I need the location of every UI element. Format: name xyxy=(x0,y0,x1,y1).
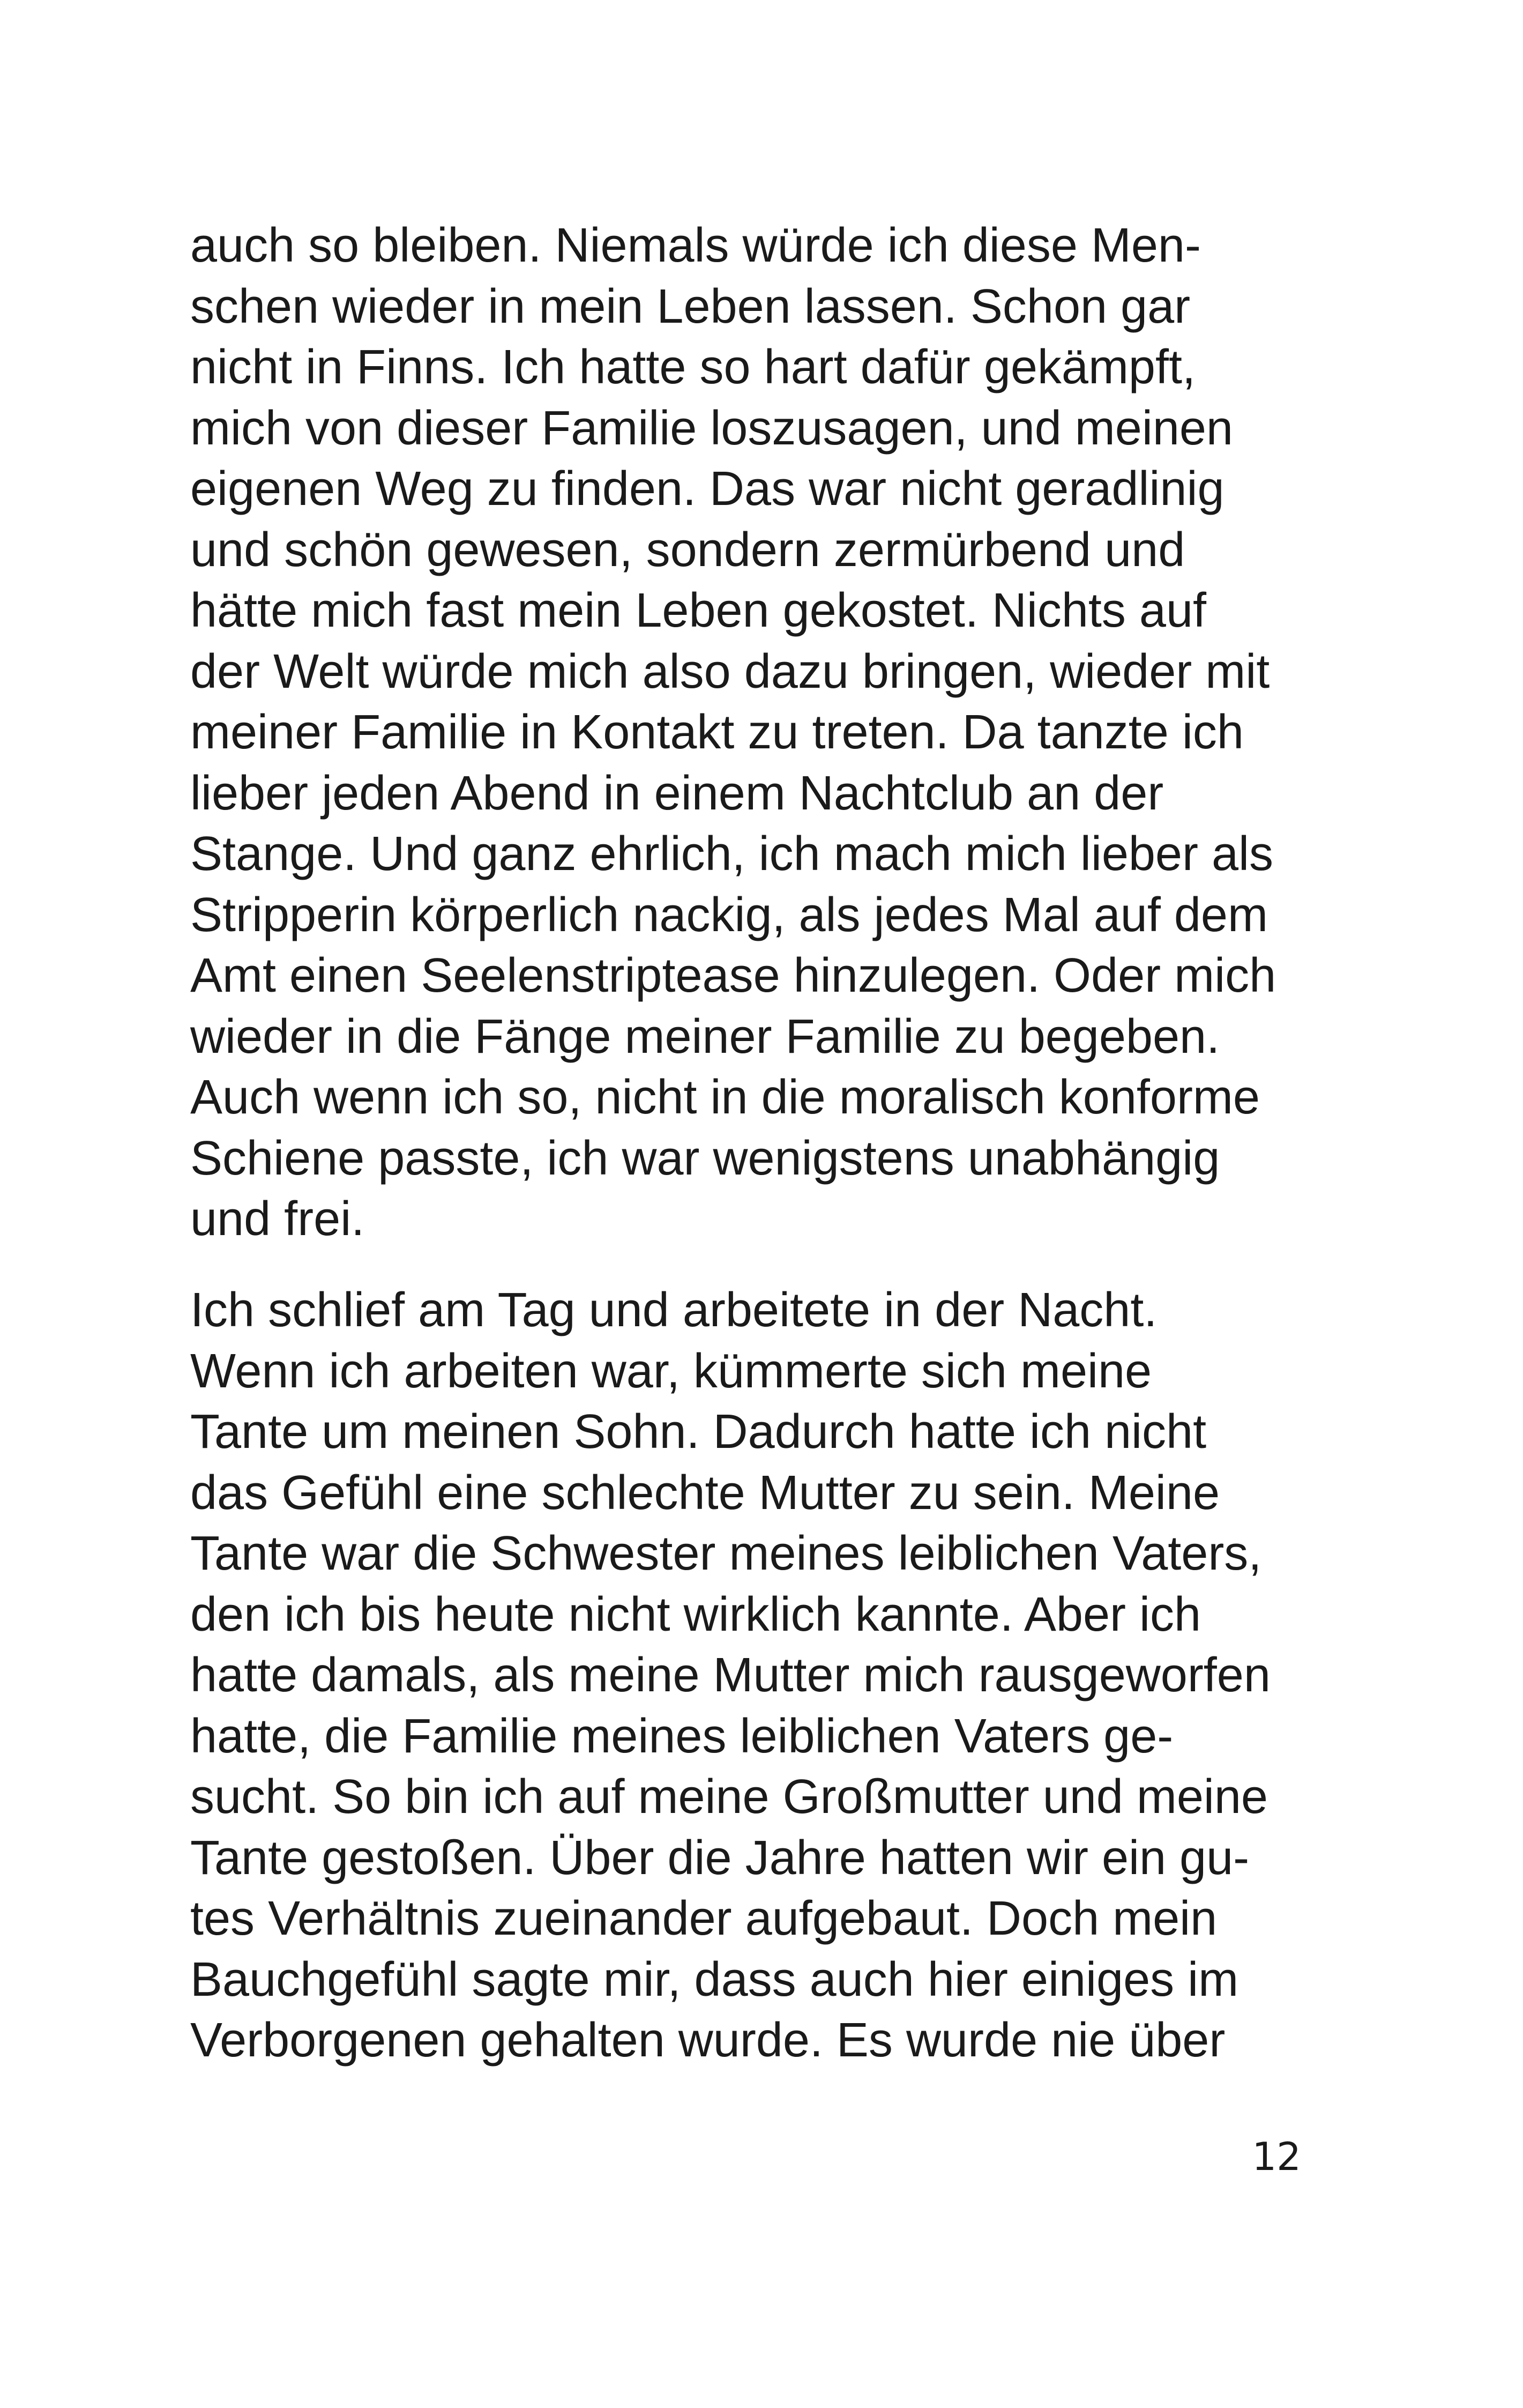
paragraph-2 xyxy=(190,1280,1326,2071)
text-line: schen wieder in mein Leben lassen. Schon gar xyxy=(190,279,1191,333)
text-line: der Welt würde mich also dazu bringen, wieder mit xyxy=(190,644,1270,698)
text-line: wieder in die Fänge meiner Familie zu begeben. xyxy=(190,1009,1220,1064)
text-line: den ich bis heute nicht wirklich kannte. Aber ich xyxy=(190,1587,1201,1641)
text-line: lieber jeden Abend in einem Nachtclub an der xyxy=(190,766,1164,820)
text-line: Amt einen Seelenstriptease hinzulegen. Oder mich xyxy=(190,949,1276,1002)
text-line: sucht. So bin ich auf meine Großmutter und meine xyxy=(190,1770,1268,1824)
text-line: und frei. xyxy=(190,1192,365,1246)
text-line: das Gefühl eine schlechte Mutter zu sein. Meine xyxy=(190,1466,1220,1520)
text-line: Wenn ich arbeiten war, kümmerte sich meine xyxy=(190,1344,1152,1398)
text-line: und schön gewesen, sondern zermürbend und xyxy=(190,523,1185,577)
text-line: Tante um meinen Sohn. Dadurch hatte ich nicht xyxy=(190,1405,1207,1459)
text-line: Stripperin körperlich nackig, als jedes Mal auf dem xyxy=(190,888,1268,942)
text-line: hätte mich fast mein Leben gekostet. Nichts auf xyxy=(190,584,1207,637)
text-line: Schiene passte, ich war wenigstens unabhängig xyxy=(190,1131,1220,1185)
text-line: auch so bleiben. Niemals würde ich diese Men- xyxy=(190,219,1201,272)
text-line: Auch wenn ich so, nicht in die moralisch konforme xyxy=(190,1071,1260,1124)
text-line: hatte damals, als meine Mutter mich rausgeworfen xyxy=(190,1648,1271,1702)
text-line: Verborgenen gehalten wurde. Es wurde nie über xyxy=(190,2013,1226,2067)
text-line: hatte, die Familie meines leiblichen Vaters ge- xyxy=(190,1709,1174,1763)
text-line: tes Verhältnis zueinander aufgebaut. Doch mein xyxy=(190,1892,1218,1945)
text-line: eigenen Weg zu finden. Das war nicht geradlinig xyxy=(190,462,1225,516)
text-line: Tante gestoßen. Über die Jahre hatten wir ein gu- xyxy=(190,1831,1250,1885)
text-line: Ich schlief am Tag und arbeitete in der Nacht. xyxy=(190,1283,1158,1337)
text-line: meiner Familie in Kontakt zu treten. Da tanzte ich xyxy=(190,705,1244,759)
text-line: Tante war die Schwester meines leiblichen Vaters, xyxy=(190,1527,1262,1580)
text-line: mich von dieser Familie loszusagen, und meinen xyxy=(190,401,1233,455)
paragraph-1 xyxy=(190,215,1326,1250)
text-line: Bauchgefühl sagte mir, dass auch hier einiges im xyxy=(190,1952,1239,2006)
text-line: Stange. Und ganz ehrlich, ich mach mich lieber als xyxy=(190,827,1274,881)
page-number: 12 xyxy=(1252,2134,1301,2179)
text-line: nicht in Finns. Ich hatte so hart dafür gekämpft, xyxy=(190,340,1196,394)
